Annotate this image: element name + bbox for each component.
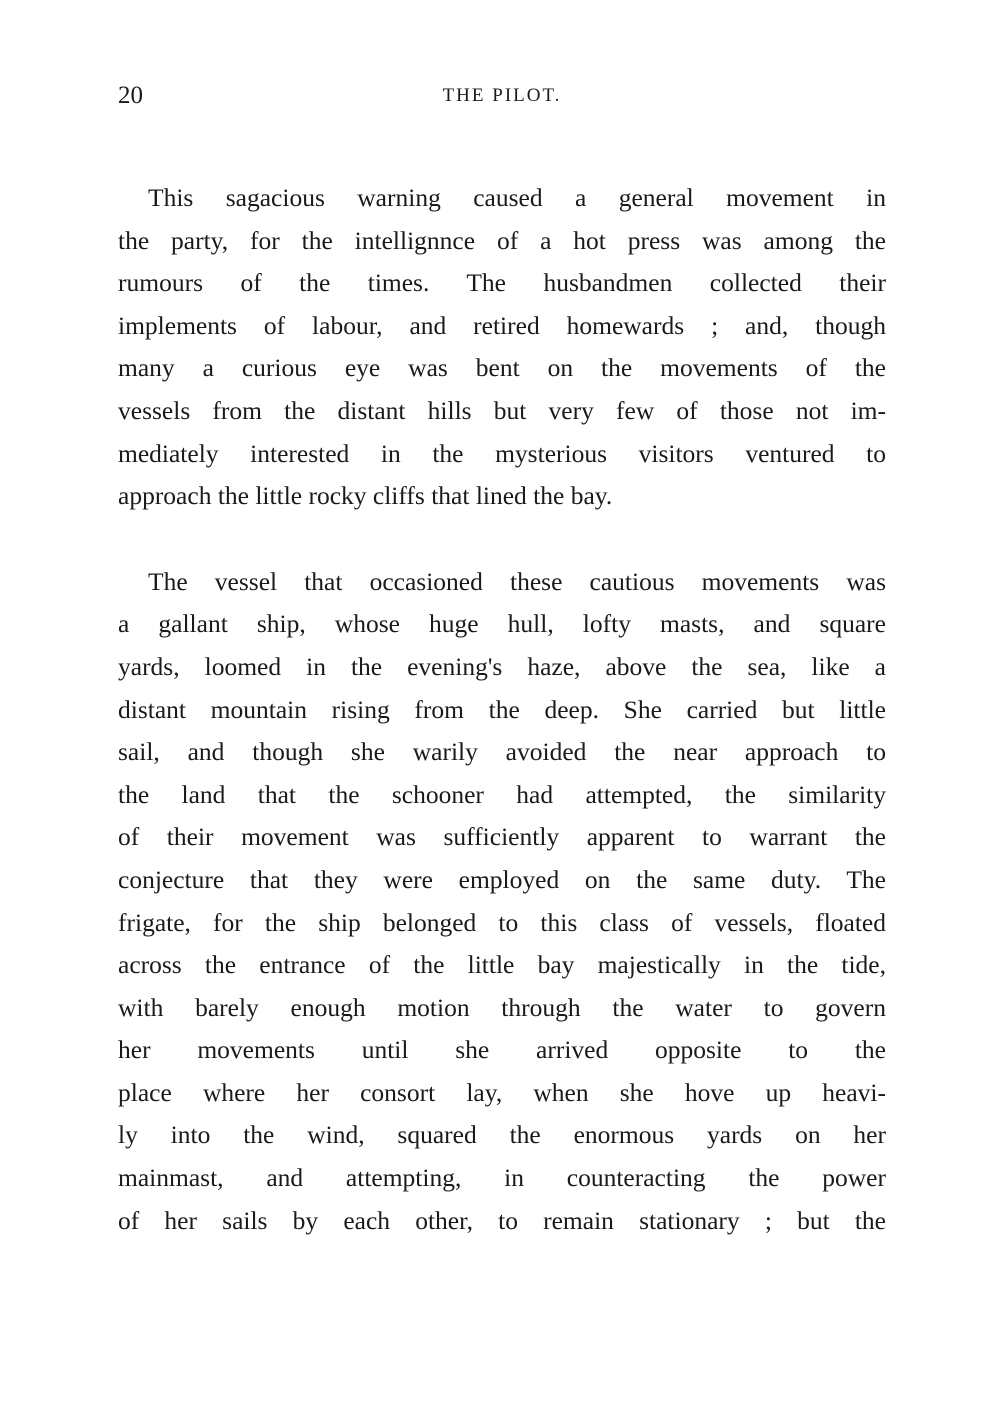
text-line: mainmast, and attempting, in counteracting the power	[118, 1163, 886, 1193]
body-text	[118, 177, 886, 1242]
text-line: of her sails by each other, to remain stationary ; but the	[118, 1205, 886, 1235]
text-line: the land that the schooner had attempted, the similarity	[118, 779, 886, 809]
text-line: frigate, for the ship belonged to this class of vessels, floated	[118, 907, 886, 937]
text-line: implements of labour, and retired homewards ; and, though	[118, 310, 886, 340]
text-line: vessels from the distant hills but very few of those not im-	[118, 395, 886, 425]
paragraph-gap	[118, 518, 886, 561]
text-line: many a curious eye was bent on the movements of the	[118, 353, 886, 383]
text-line: This sagacious warning caused a general movement in	[148, 183, 886, 212]
text-line: a gallant ship, whose huge hull, lofty masts, and square	[118, 609, 886, 639]
text-line: mediately interested in the mysterious visitors ventured to	[118, 438, 886, 468]
text-line: her movements until she arrived opposite to the	[118, 1035, 886, 1065]
text-line: of their movement was sufficiently apparent to warrant the	[118, 822, 886, 852]
running-head	[118, 80, 886, 112]
text-line: rumours of the times. The husbandmen collected their	[118, 268, 886, 298]
text-line: across the entrance of the little bay majestically in the tide,	[118, 950, 886, 980]
running-title: THE PILOT.	[442, 85, 562, 106]
text-line: The vessel that occasioned these cautious movements was	[148, 566, 886, 596]
paragraph-1	[118, 177, 886, 518]
text-line: ly into the wind, squared the enormous yards on her	[118, 1120, 886, 1150]
text-line: approach the little rocky cliffs that lined the bay.	[118, 481, 613, 511]
text-line: yards, loomed in the evening's haze, above the sea, like a	[118, 651, 886, 681]
page-number: 20	[118, 82, 143, 109]
text-line: conjecture that they were employed on the same duty. The	[118, 864, 886, 894]
paragraph-2	[118, 561, 886, 1243]
text-line: place where her consort lay, when she hove up heavi-	[118, 1077, 886, 1107]
text-line: distant mountain rising from the deep. She carried but little	[118, 694, 886, 724]
text-line: sail, and though she warily avoided the near approach to	[118, 737, 886, 767]
text-line: with barely enough motion through the water to govern	[118, 992, 886, 1022]
text-line: the party, for the intellignnce of a hot press was among the	[118, 225, 886, 255]
